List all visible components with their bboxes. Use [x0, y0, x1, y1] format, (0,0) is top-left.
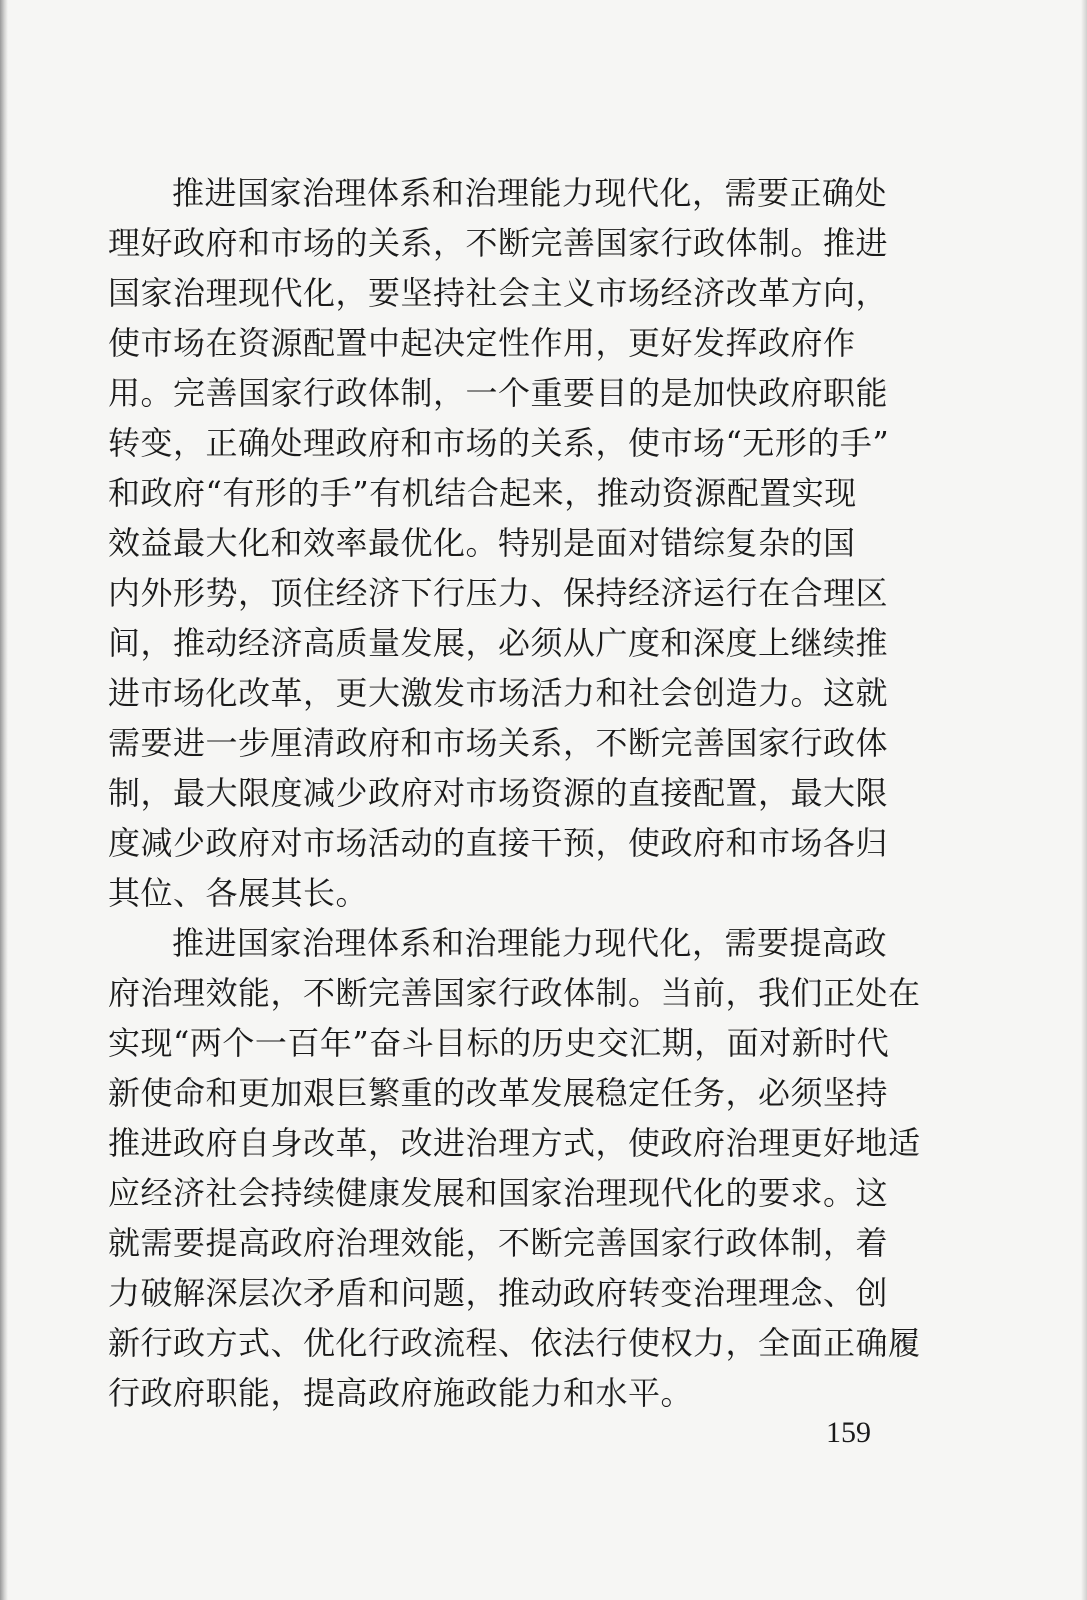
text-line: 国家治理现代化，要坚持社会主义市场经济改革方向，: [108, 274, 889, 312]
paragraph-2: [108, 918, 921, 1418]
text-line: 力破解深层次矛盾和问题，推动政府转变治理理念、创: [108, 1274, 889, 1312]
text-line: 进市场化改革，更大激发市场活力和社会创造力。这就: [108, 674, 889, 712]
text-line: 行政府职能，提高政府施政能力和水平。: [108, 1374, 694, 1412]
paragraph-1: [108, 168, 888, 918]
text-line: 间，推动经济高质量发展，必须从广度和深度上继续推: [108, 624, 889, 662]
text-line: 效益最大化和效率最优化。特别是面对错综复杂的国: [108, 524, 856, 562]
text-line: 推进政府自身改革，改进治理方式，使政府治理更好地适: [108, 1124, 921, 1162]
text-line: 新行政方式、优化行政流程、依法行使权力，全面正确履: [108, 1324, 921, 1362]
text-line: 应经济社会持续健康发展和国家治理现代化的要求。这: [108, 1174, 889, 1212]
text-line: 其位、各展其长。: [108, 874, 369, 912]
text-line: 制，最大限度减少政府对市场资源的直接配置，最大限: [108, 774, 889, 812]
text-line: 理好政府和市场的关系，不断完善国家行政体制。推进: [108, 224, 889, 262]
scan-shadow-left: [0, 0, 8, 1600]
text-line: 和政府“有形的手”有机结合起来，推动资源配置实现: [108, 474, 857, 512]
body-text: [108, 168, 921, 1418]
text-line: 使市场在资源配置中起决定性作用，更好发挥政府作: [108, 324, 856, 362]
text-line: 新使命和更加艰巨繁重的改革发展稳定任务，必须坚持: [108, 1074, 889, 1112]
text-line: 需要进一步厘清政府和市场关系，不断完善国家行政体: [108, 724, 889, 762]
text-line: 实现“两个一百年”奋斗目标的历史交汇期，面对新时代: [108, 1024, 890, 1062]
text-line: 推进国家治理体系和治理能力现代化，需要提高政: [172, 924, 888, 962]
text-line: 推进国家治理体系和治理能力现代化，需要正确处: [172, 174, 888, 212]
text-line: 就需要提高政府治理效能，不断完善国家行政体制，着: [108, 1224, 889, 1262]
text-line: 转变，正确处理政府和市场的关系，使市场“无形的手”: [108, 424, 890, 462]
text-line: 府治理效能，不断完善国家行政体制。当前，我们正处在: [108, 974, 921, 1012]
scan-shadow-right: [1081, 0, 1087, 1600]
text-line: 内外形势，顶住经济下行压力、保持经济运行在合理区: [108, 574, 889, 612]
text-line: 用。完善国家行政体制，一个重要目的是加快政府职能: [108, 374, 889, 412]
page-number: 159: [826, 1416, 871, 1449]
text-line: 度减少政府对市场活动的直接干预，使政府和市场各归: [108, 824, 889, 862]
